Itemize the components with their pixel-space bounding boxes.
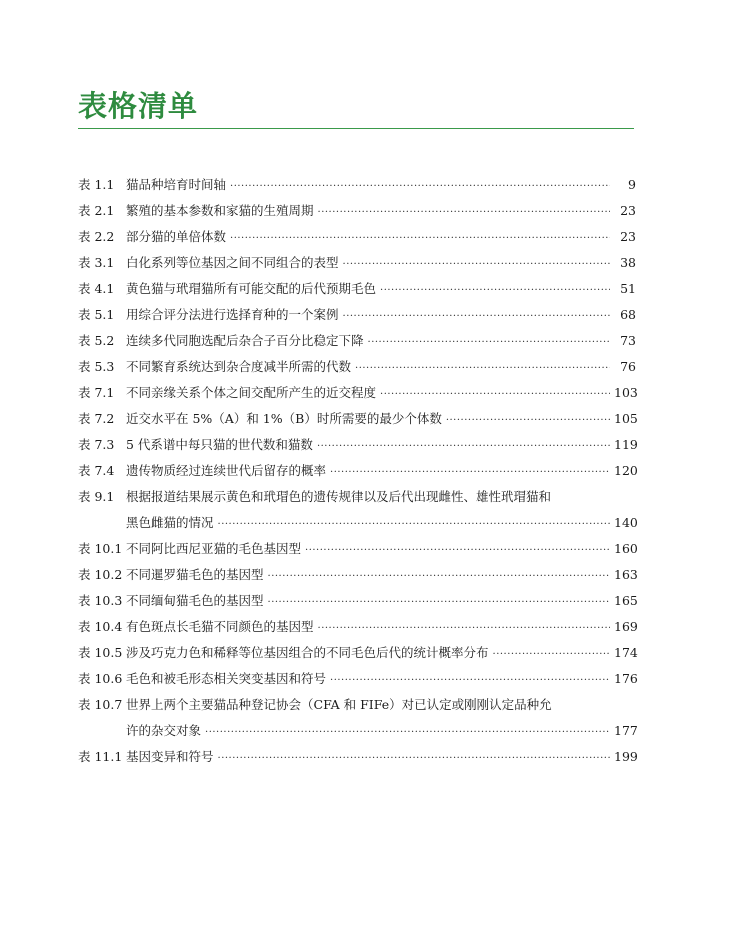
list-item[interactable] bbox=[78, 744, 636, 770]
table-caption: 有色斑点长毛猫不同颜色的基因型 bbox=[126, 619, 314, 634]
table-caption: 5 代系谱中每只猫的世代数和猫数 bbox=[126, 437, 313, 452]
table-caption: 不同亲缘关系个体之间交配所产生的近交程度 bbox=[126, 385, 377, 400]
page-number: 199 bbox=[614, 749, 638, 764]
dot-leader bbox=[446, 408, 610, 434]
dot-leader bbox=[368, 330, 610, 356]
table-number: 表 10.3 bbox=[78, 593, 123, 608]
page-number: 163 bbox=[614, 567, 638, 582]
list-item[interactable] bbox=[78, 588, 636, 614]
table-caption: 不同暹罗猫毛色的基因型 bbox=[126, 567, 264, 582]
page-number: 76 bbox=[620, 359, 636, 374]
table-caption: 遗传物质经过连续世代后留存的概率 bbox=[126, 463, 327, 478]
table-caption: 用综合评分法进行选择育种的一个案例 bbox=[126, 307, 339, 322]
page-number: 68 bbox=[620, 307, 636, 322]
list-item[interactable] bbox=[78, 224, 636, 250]
page-number: 140 bbox=[614, 515, 638, 530]
page-number: 176 bbox=[614, 671, 638, 686]
dot-leader bbox=[330, 460, 610, 486]
dot-leader bbox=[218, 512, 610, 538]
page-number: 38 bbox=[620, 255, 636, 270]
table-caption: 黄色猫与玳瑁猫所有可能交配的后代预期毛色 bbox=[126, 281, 377, 296]
table-number: 表 5.2 bbox=[78, 333, 115, 348]
list-item[interactable] bbox=[78, 562, 636, 588]
table-caption: 根据报道结果展示黄色和玳瑁色的遗传规律以及后代出现雌性、雄性玳瑁猫和 bbox=[126, 489, 552, 504]
list-item[interactable] bbox=[78, 380, 636, 406]
table-caption: 白化系列等位基因之间不同组合的表型 bbox=[126, 255, 339, 270]
title-rule bbox=[78, 128, 634, 129]
page-number: 23 bbox=[620, 229, 636, 244]
table-caption: 不同繁育系统达到杂合度减半所需的代数 bbox=[126, 359, 352, 374]
list-item[interactable] bbox=[78, 172, 636, 198]
table-number: 表 7.2 bbox=[78, 411, 115, 426]
page-number: 73 bbox=[620, 333, 636, 348]
list-item[interactable] bbox=[78, 276, 636, 302]
table-number: 表 10.5 bbox=[78, 645, 123, 660]
page-number: 177 bbox=[614, 723, 638, 738]
list-item[interactable] bbox=[78, 640, 636, 666]
dot-leader bbox=[317, 434, 610, 460]
page-number: 119 bbox=[614, 437, 638, 452]
list-item[interactable] bbox=[78, 614, 636, 640]
page-number: 103 bbox=[614, 385, 638, 400]
page-number: 51 bbox=[620, 281, 636, 296]
table-caption: 连续多代同胞选配后杂合子百分比稳定下降 bbox=[126, 333, 364, 348]
table-caption: 黑色雌猫的情况 bbox=[126, 515, 214, 530]
table-number: 表 7.3 bbox=[78, 437, 115, 452]
table-number: 表 7.4 bbox=[78, 463, 115, 478]
table-number: 表 9.1 bbox=[78, 489, 115, 504]
page-number: 23 bbox=[620, 203, 636, 218]
dot-leader bbox=[305, 538, 610, 564]
table-number: 表 10.6 bbox=[78, 671, 123, 686]
table-caption: 许的杂交对象 bbox=[126, 723, 202, 738]
dot-leader bbox=[230, 174, 610, 200]
table-caption: 毛色和被毛形态相关突变基因和符号 bbox=[126, 671, 327, 686]
list-item[interactable] bbox=[78, 692, 636, 744]
page-number: 120 bbox=[614, 463, 638, 478]
dot-leader bbox=[343, 304, 610, 330]
page-number: 9 bbox=[628, 177, 636, 192]
table-number: 表 10.1 bbox=[78, 541, 123, 556]
dot-leader bbox=[218, 746, 610, 772]
page-title: 表格清单 bbox=[78, 89, 199, 123]
table-number: 表 11.1 bbox=[78, 749, 123, 764]
list-item[interactable] bbox=[78, 328, 636, 354]
list-item[interactable] bbox=[78, 458, 636, 484]
dot-leader bbox=[318, 616, 610, 642]
dot-leader bbox=[380, 382, 610, 408]
table-number: 表 3.1 bbox=[78, 255, 115, 270]
table-number: 表 10.7 bbox=[78, 697, 123, 712]
list-item[interactable] bbox=[78, 406, 636, 432]
dot-leader bbox=[268, 564, 610, 590]
table-caption: 不同阿比西尼亚猫的毛色基因型 bbox=[126, 541, 302, 556]
dot-leader bbox=[493, 642, 610, 668]
list-item[interactable] bbox=[78, 198, 636, 224]
page-number: 169 bbox=[614, 619, 638, 634]
list-item[interactable] bbox=[78, 354, 636, 380]
table-number: 表 7.1 bbox=[78, 385, 115, 400]
table-caption: 不同缅甸猫毛色的基因型 bbox=[126, 593, 264, 608]
table-caption: 基因变异和符号 bbox=[126, 749, 214, 764]
dot-leader bbox=[318, 200, 610, 226]
list-item[interactable] bbox=[78, 302, 636, 328]
table-number: 表 5.1 bbox=[78, 307, 115, 322]
list-item[interactable] bbox=[78, 666, 636, 692]
table-caption: 世界上两个主要猫品种登记协会（CFA 和 FIFe）对已认定或刚刚认定品种允 bbox=[126, 697, 552, 712]
table-caption: 猫品种培育时间轴 bbox=[126, 177, 227, 192]
dot-leader bbox=[205, 720, 610, 746]
table-caption: 部分猫的单倍体数 bbox=[126, 229, 227, 244]
list-item[interactable] bbox=[78, 250, 636, 276]
list-item[interactable] bbox=[78, 484, 636, 536]
table-number: 表 4.1 bbox=[78, 281, 115, 296]
page-number: 165 bbox=[614, 593, 638, 608]
dot-leader bbox=[230, 226, 610, 252]
list-item[interactable] bbox=[78, 432, 636, 458]
dot-leader bbox=[330, 668, 610, 694]
dot-leader bbox=[343, 252, 610, 278]
table-number: 表 10.4 bbox=[78, 619, 123, 634]
dot-leader bbox=[268, 590, 610, 616]
table-number: 表 2.2 bbox=[78, 229, 115, 244]
table-caption: 涉及巧克力色和稀释等位基因组合的不同毛色后代的统计概率分布 bbox=[126, 645, 489, 660]
page-number: 160 bbox=[614, 541, 638, 556]
page-number: 174 bbox=[614, 645, 638, 660]
table-caption: 繁殖的基本参数和家猫的生殖周期 bbox=[126, 203, 314, 218]
dot-leader bbox=[380, 278, 610, 304]
dot-leader bbox=[355, 356, 610, 382]
table-caption: 近交水平在 5%（A）和 1%（B）时所需要的最少个体数 bbox=[126, 411, 442, 426]
list-item[interactable] bbox=[78, 536, 636, 562]
table-number: 表 5.3 bbox=[78, 359, 115, 374]
table-number: 表 1.1 bbox=[78, 177, 115, 192]
table-list bbox=[78, 172, 636, 770]
page-number: 105 bbox=[614, 411, 638, 426]
table-number: 表 10.2 bbox=[78, 567, 123, 582]
table-number: 表 2.1 bbox=[78, 203, 115, 218]
